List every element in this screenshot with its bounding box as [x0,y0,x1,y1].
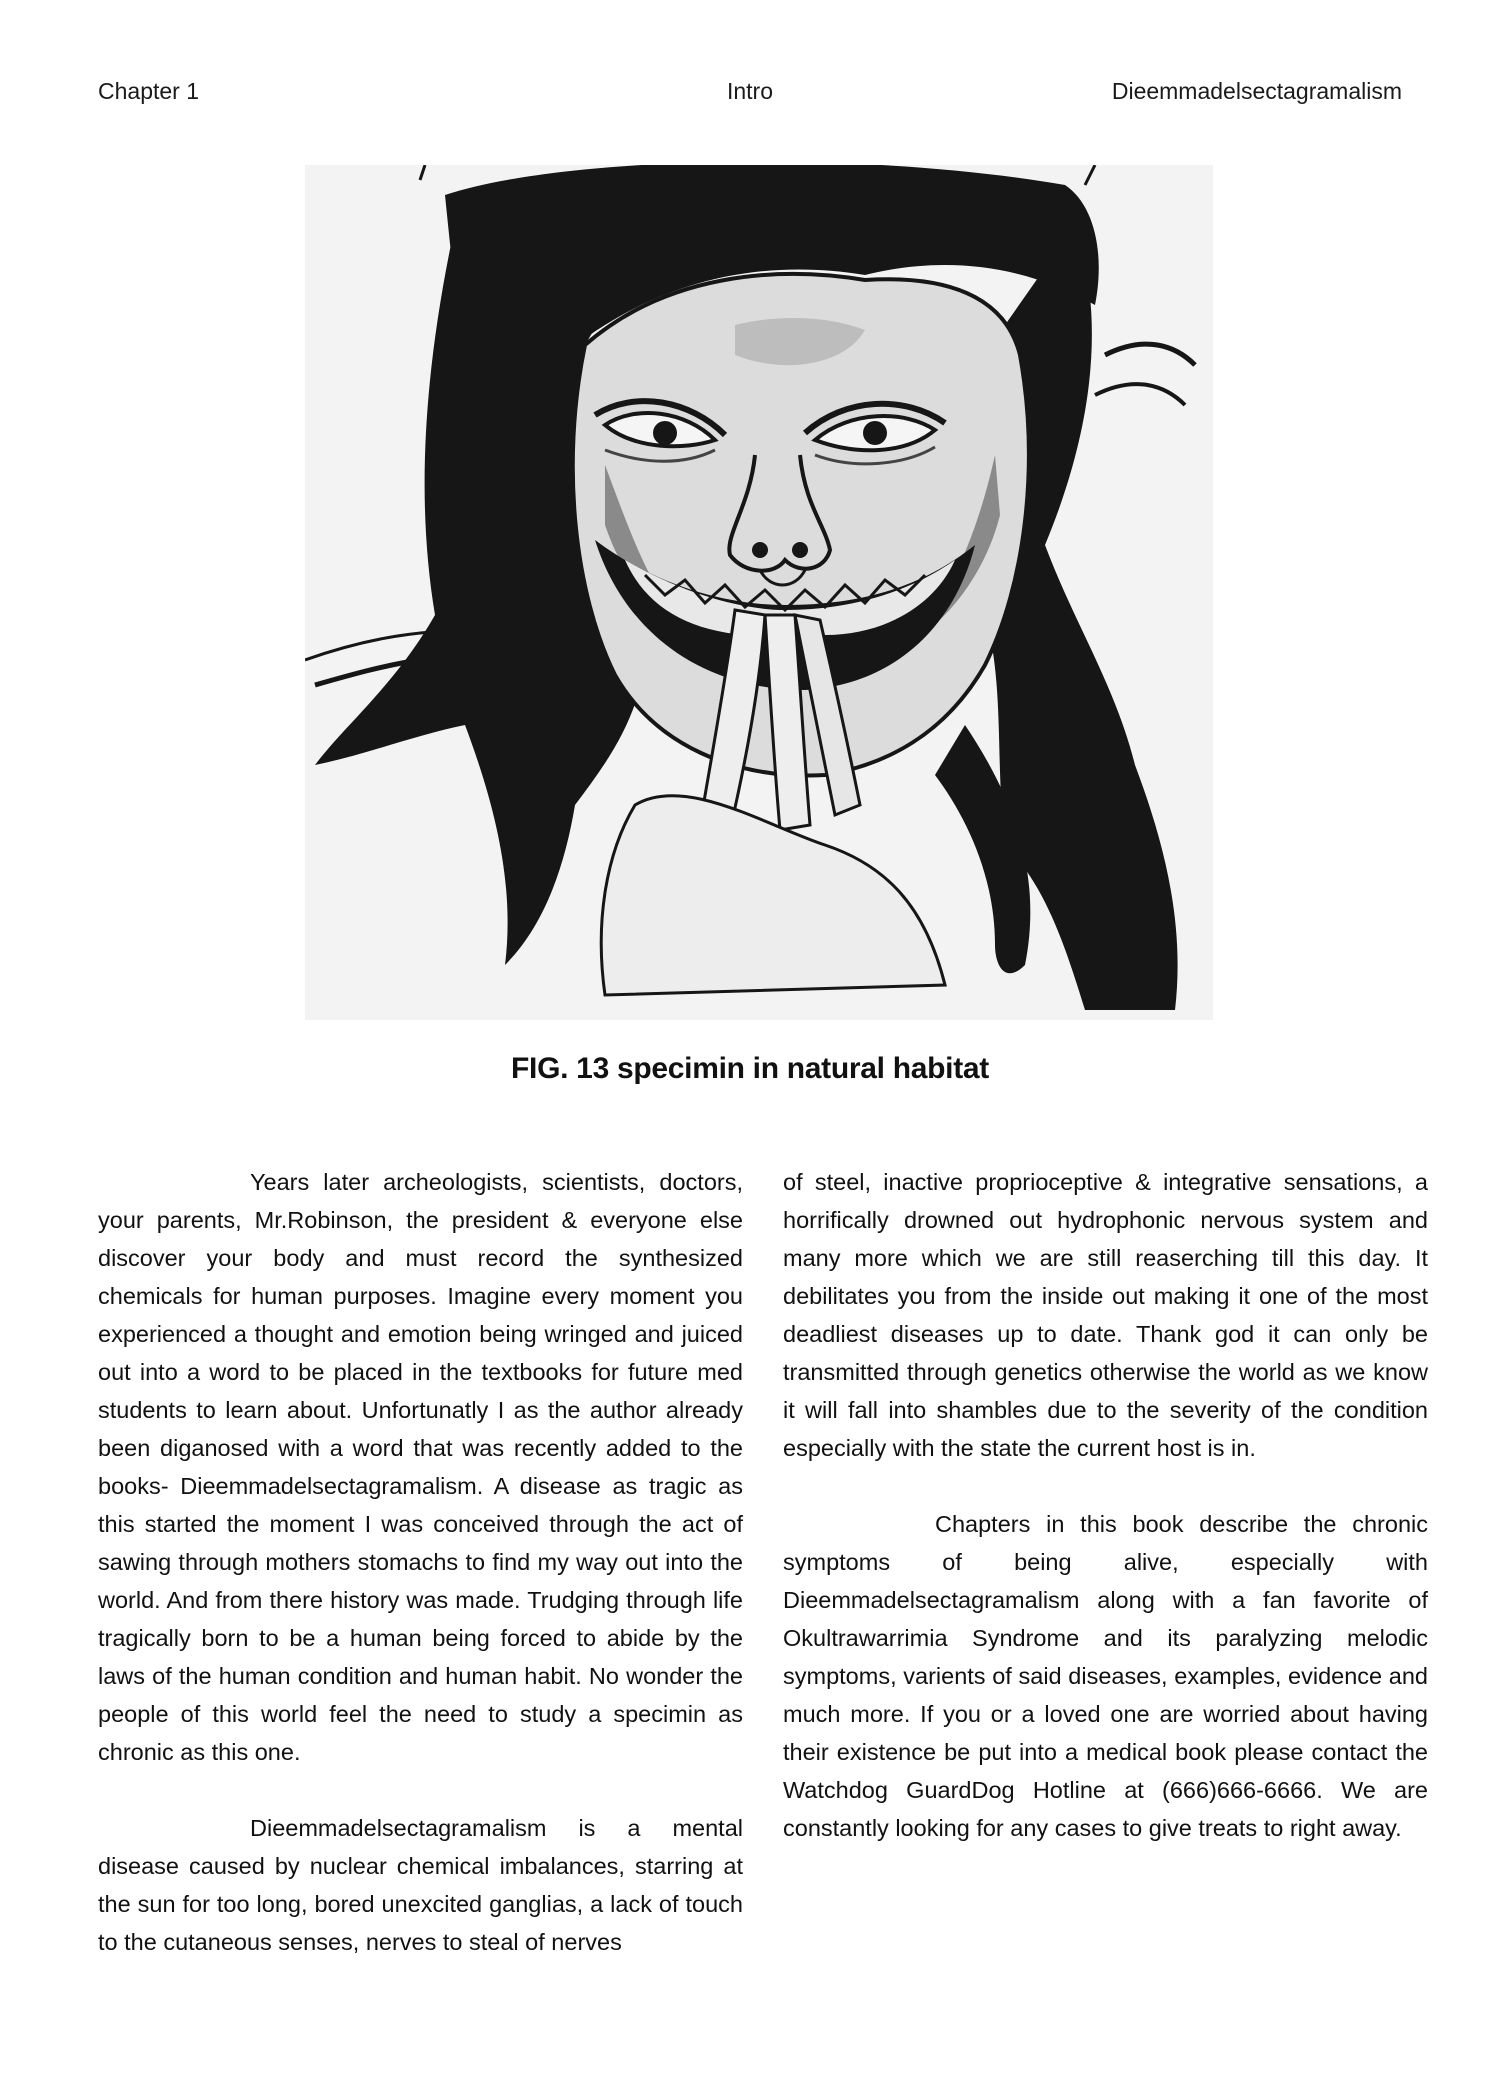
paragraph: Chapters in this book describe the chronic symptoms of being alive, especially with Dieemmadelsectagramalism along with a fan favorite of Okultrawarrimia Syndrome and its paralyzing melodic symptoms, varients of said diseases, examples, evidence and much more. If you or a loved one are worried about having their existence be put into a medical book please contact the Watchdog GuardDog Hotline at (666)666-6666. We are constantly looking for any cases to give treats to right away. [783,1511,1428,1841]
running-header [98,78,1402,110]
book-title: Dieemmadelsectagramalism [1111,78,1402,104]
figure-caption: FIG. 13 specimin in natural habitat [511,1052,989,1085]
paragraph: of steel, inactive proprioceptive & integrative sensations, a horrifically drowned out hydrophonic nervous system and many more which we are still reaserching till this day. It debilitates you from the inside out making it one of the most deadliest diseases up to date. Thank god it can only be transmitted through genetics otherwise the world as we know it will fall into shambles due to the severity of the condition especially with the state the current host is in. [783,1169,1428,1461]
chapter-label: Chapter 1 [98,78,200,104]
paragraph: Dieemmadelsectagramalism is a mental disease caused by nuclear chemical imbalances, starring at the sun for too long, bored unexcited ganglias, a lack of touch to the cutaneous senses, nerves to steal of nerves [98,1815,743,1955]
left-text-column [98,1163,743,1999]
paragraph: Years later archeologists, scientists, doctors, your parents, Mr.Robinson, the president & everyone else discover your body and must record the synthesized chemicals for human purposes. Imagine every moment you experienced a thought and emotion being wringed and juiced out into a word to be placed in the textbooks for future med students to learn about. Unfortunatly I as the author already been diganosed with a word that was recently added to the books- Dieemmadelsectagramalism. A disease as tragic as this started the moment I was conceived through the act of sawing through mothers stomachs to find my way out into the world. And from there history was made. Trudging through life tragically born to be a human being forced to abide by the laws of the human condition and human habit. No wonder the people of this world feel the need to study a specimin as chronic as this one. [98,1169,743,1765]
right-text-column [783,1163,1428,1885]
ink-sketch-face-illustration [305,165,1213,1020]
section-label: Intro [726,78,774,104]
figure-illustration [305,165,1213,1020]
